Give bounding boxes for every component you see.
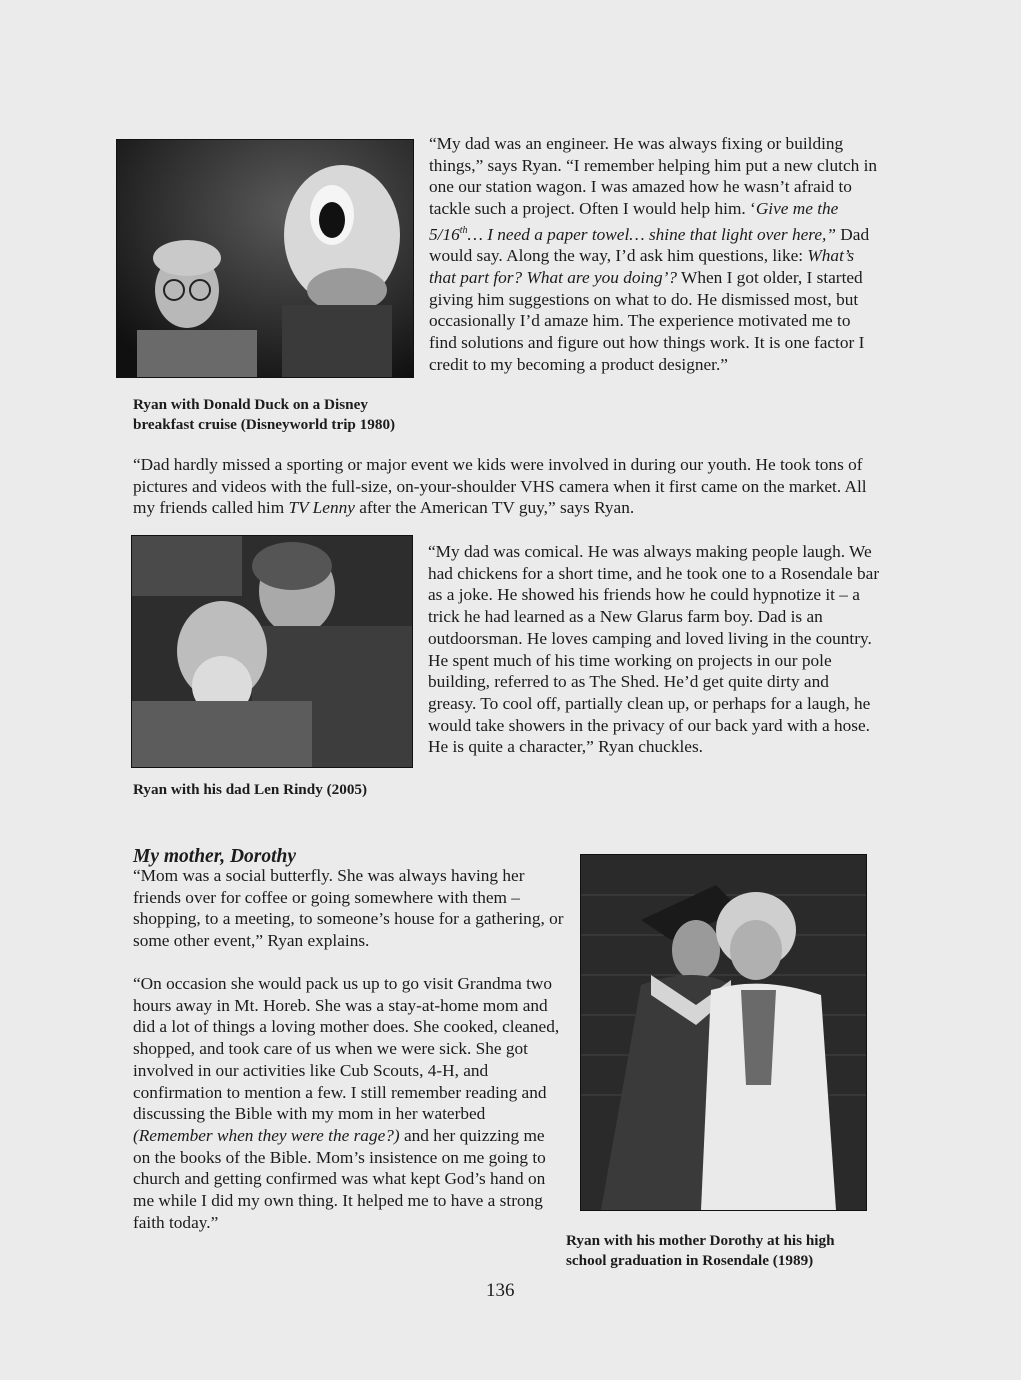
caption-donald-duck: Ryan with Donald Duck on a Disney breakfast cruise (Disneyworld trip 1980): [133, 396, 396, 433]
photo-ryan-and-mother: [580, 854, 867, 1211]
caption-ryan-and-dad: Ryan with his dad Len Rindy (2005): [133, 781, 368, 798]
paragraph-tv-lenny: “Dad hardly missed a sporting or major event we kids were involved in during our youth. He took tons of pictures and videos with the full-size, on-your-shoulder VHS camera when it first came on the market. All my friends called him TV Lenny after the American TV guy,” says Ryan.: [133, 455, 867, 518]
photo-ryan-and-dad: [131, 535, 413, 768]
paragraph-comical: “My dad was comical. He was always making people laugh. We had chickens for a short time, and he took one to a Rosendale bar as a joke. He showed his friends how he could hypnotize it – a trick he had learned as a New Glarus farm boy. Dad is an outdoorsman. He loves camping and loved living in the country. He spent much of his time working on projects in our pole building, referred to as The Shed. He’d get quite dirty and greasy. To cool off, partially clean up, or perhaps for a laugh, he would take showers in the privacy of our back yard with a hose. He is quite a character,” Ryan chuckles.: [428, 542, 880, 757]
page-number: 136: [486, 1280, 515, 1301]
paragraph-engineer: “My dad was an engineer. He was always fixing or building things,” says Ryan. “I remember helping him put a new clutch in one our station wagon. I was amazed how he wasn’t afraid to tackle such a project. Often I would help him. ‘Give me the 5/16th… I need a paper towel… shine that light over here,” Dad would say. Along the way, I’d ask him questions, like: What’s that part for? What are you doing’? When I got older, I started giving him suggestions on what to do. He dismissed most, but occasionally I’d amaze him. The experience motivated me to find solutions and figure out how things work. It is one factor I credit to my becoming a product designer.”: [429, 134, 878, 374]
paragraph-grandma: “On occasion she would pack us up to go visit Grandma two hours away in Mt. Horeb. She was a stay-at-home mom and did a lot of things a loving mother does. She cooked, cleaned, shopped, and took care of us when we were sick. She got involved in our activities like Cub Scouts, 4-H, and confirmation to mention a few. I still remember reading and discussing the Bible with my mom in her waterbed (Remember when they were the rage?) and her quizzing me on the books of the Bible. Mom’s insistence on me going to church and getting confirmed was what kept God’s hand on me while I did my own thing. It helped me to have a strong faith today.”: [133, 974, 560, 1232]
photo-donald-duck: [116, 139, 414, 378]
caption-ryan-and-mother: Ryan with his mother Dorothy at his high school graduation in Rosendale (1989): [566, 1232, 835, 1269]
paragraph-social-butterfly: “Mom was a social butterfly. She was always having her friends over for coffee or going somewhere with them – shopping, to a meeting, to someone’s house for a gathering, or some other event,” Ryan explains.: [133, 866, 564, 951]
section-heading-mother: My mother, Dorothy: [133, 846, 297, 867]
